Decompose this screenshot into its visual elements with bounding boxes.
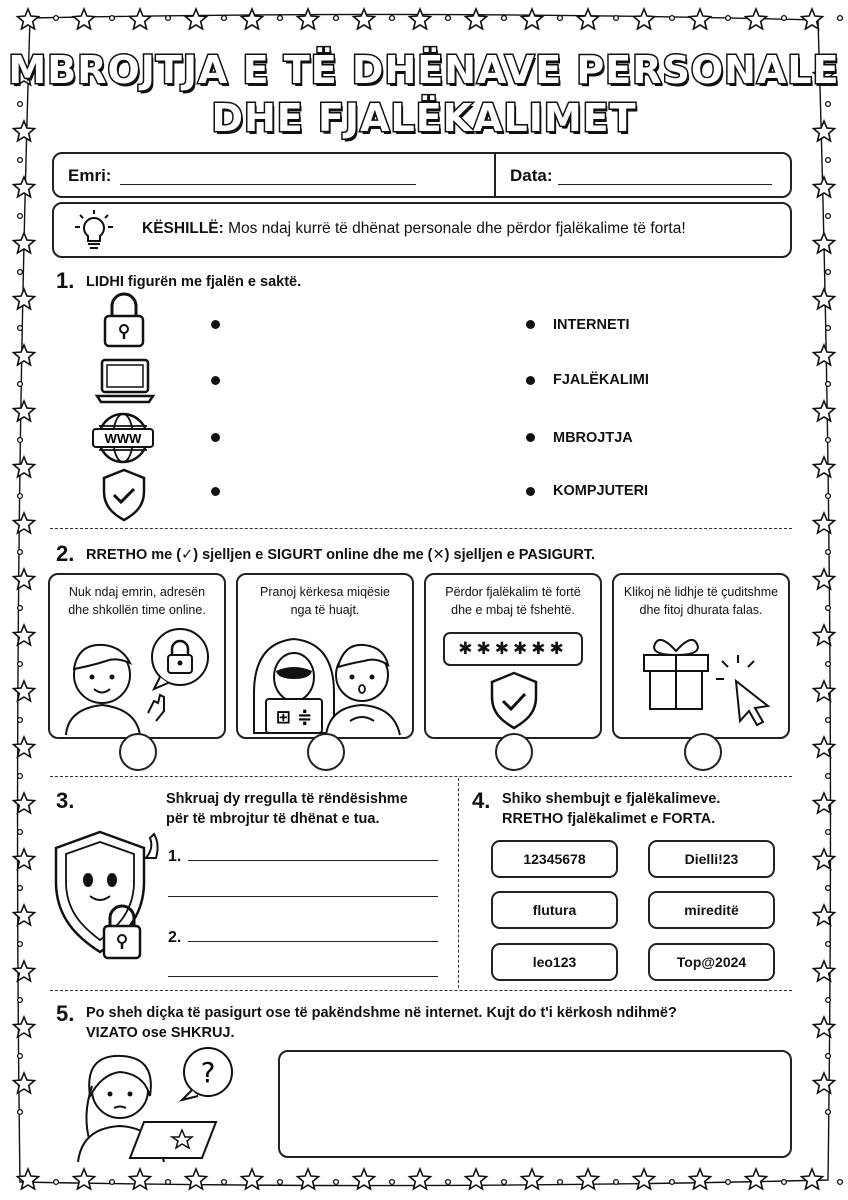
border-star <box>14 457 35 477</box>
tip-box <box>52 202 792 258</box>
border-dot <box>726 16 731 21</box>
q1-right-dot-3[interactable] <box>526 433 535 442</box>
border-star <box>814 401 835 421</box>
border-star <box>814 457 835 477</box>
border-dot <box>54 16 59 21</box>
q1-number: 1. <box>56 268 75 293</box>
q2-card-1-text <box>56 583 218 619</box>
border-star <box>14 1017 35 1037</box>
border-dot <box>18 382 23 387</box>
border-dot <box>826 774 831 779</box>
border-star <box>14 961 35 981</box>
password-option-1[interactable]: 12345678 <box>491 840 618 878</box>
border-dot <box>826 270 831 275</box>
q2-card-3-line1: Përdor fjalëkalim të fortë <box>445 585 581 599</box>
border-dot <box>278 1180 283 1185</box>
border-star <box>298 9 319 29</box>
q1-left-dot-2[interactable] <box>211 376 220 385</box>
q3-answer-line-1a[interactable] <box>188 860 438 861</box>
border-dot <box>826 214 831 219</box>
border-dot <box>826 1110 831 1115</box>
svg-text:WWW: WWW <box>104 431 142 446</box>
border-dot <box>826 998 831 1003</box>
q1-word-3: MBROJTJA <box>553 430 633 446</box>
q2-number: 2. <box>56 541 75 566</box>
shield-mascot-illustration <box>52 828 162 970</box>
border-star <box>814 793 835 813</box>
password-option-6[interactable]: Top@2024 <box>648 943 775 981</box>
q3-item2-number: 2. <box>168 929 182 946</box>
border-star <box>354 9 375 29</box>
page-title-line1: MBROJTJA E TË DHËNAVE PERSONALE <box>8 48 840 92</box>
name-date-box <box>52 152 792 198</box>
border-star <box>578 1169 599 1189</box>
globe-www-icon <box>92 412 154 464</box>
girl-laptop-question-illustration <box>70 1046 230 1164</box>
border-star <box>814 1073 835 1093</box>
q1-instruction: LIDHI figurën me fjalën e saktë. <box>86 274 302 290</box>
border-dot <box>18 718 23 723</box>
border-star <box>814 513 835 533</box>
q2-answer-circle-2[interactable] <box>307 733 345 771</box>
name-label: Emri: <box>68 166 112 185</box>
border-star <box>14 401 35 421</box>
gift-cursor-illustration <box>640 631 770 731</box>
border-star <box>14 681 35 701</box>
date-label: Data: <box>510 166 553 185</box>
border-star <box>242 9 263 29</box>
q5-line1: Po sheh diçka të pasigurt ose të pakëndshme në internet. Kujt do t'i kërkosh ndihmë? <box>86 1005 677 1021</box>
border-star <box>634 1169 655 1189</box>
border-dot <box>826 550 831 555</box>
q5-answer-box[interactable] <box>278 1050 792 1158</box>
date-field[interactable] <box>558 184 772 185</box>
border-dot <box>826 606 831 611</box>
q1-right-dot-2[interactable] <box>526 376 535 385</box>
border-star <box>814 345 835 365</box>
q3-answer-line-2b[interactable] <box>168 976 438 977</box>
q2-answer-circle-3[interactable] <box>495 733 533 771</box>
border-dot <box>18 158 23 163</box>
border-dot <box>826 718 831 723</box>
border-star <box>690 9 711 29</box>
border-star <box>14 513 35 533</box>
border-star <box>14 625 35 645</box>
border-dot <box>826 494 831 499</box>
border-dot <box>502 1180 507 1185</box>
border-dot <box>18 942 23 947</box>
password-option-3[interactable]: flutura <box>491 891 618 929</box>
q1-left-dot-1[interactable] <box>211 320 220 329</box>
q2-card-3 <box>424 573 602 739</box>
q1-right-dot-1[interactable] <box>526 320 535 329</box>
q2-card-4-text <box>620 583 782 619</box>
border-dot <box>18 214 23 219</box>
q3-line1: Shkruaj dy rregulla të rëndësishme <box>166 791 408 807</box>
q2-card-3-text <box>432 583 594 619</box>
border-dot <box>18 550 23 555</box>
border-dot <box>826 942 831 947</box>
name-field[interactable] <box>120 184 416 185</box>
border-dot <box>222 1180 227 1185</box>
border-star <box>14 569 35 589</box>
shield-check-icon <box>488 671 540 731</box>
border-star <box>18 1169 39 1189</box>
border-star <box>74 1169 95 1189</box>
q2-answer-circle-1[interactable] <box>119 733 157 771</box>
border-dot <box>18 438 23 443</box>
border-dot <box>726 1180 731 1185</box>
border-dot <box>838 16 843 21</box>
q1-word-1: INTERNETI <box>553 317 630 333</box>
q5-line2: VIZATO ose SHKRUJ. <box>86 1025 235 1041</box>
border-dot <box>446 16 451 21</box>
border-dot <box>54 1180 59 1185</box>
border-dot <box>826 326 831 331</box>
svg-text:⊞ ≑: ⊞ ≑ <box>275 707 313 728</box>
border-dot <box>670 16 675 21</box>
q2-card-4-line1: Klikoj në lidhje të çuditshme <box>623 585 779 599</box>
border-star <box>578 9 599 29</box>
svg-text:?: ? <box>200 1056 216 1089</box>
border-dot <box>18 830 23 835</box>
tip-text: Mos ndaj kurrë të dhënat personale dhe përdor fjalëkalime të forta! <box>228 220 686 237</box>
border-star <box>814 625 835 645</box>
border-star <box>746 9 767 29</box>
border-star <box>14 849 35 869</box>
border-dot <box>110 16 115 21</box>
border-star <box>802 1169 823 1189</box>
border-dot <box>278 16 283 21</box>
border-star <box>814 289 835 309</box>
border-dot <box>502 16 507 21</box>
border-star <box>814 177 835 197</box>
border-dot <box>18 326 23 331</box>
boy-lock-illustration <box>62 627 212 735</box>
q3-number: 3. <box>56 788 75 813</box>
q4-line2: RRETHO fjalëkalimet e FORTA. <box>502 811 716 827</box>
q3-answer-line-2a[interactable] <box>188 941 438 942</box>
border-dot <box>390 1180 395 1185</box>
tip-label: KËSHILLË: <box>142 220 224 237</box>
q5-number: 5. <box>56 1001 75 1026</box>
border-dot <box>826 382 831 387</box>
q4-number: 4. <box>472 788 491 813</box>
border-star <box>74 9 95 29</box>
border-dot <box>782 16 787 21</box>
border-dot <box>826 438 831 443</box>
border-star <box>14 793 35 813</box>
border-dot <box>166 1180 171 1185</box>
lock-icon <box>102 292 146 348</box>
q1-left-dot-4[interactable] <box>211 487 220 496</box>
border-dot <box>558 16 563 21</box>
border-star <box>522 9 543 29</box>
border-star <box>802 9 823 29</box>
password-option-5[interactable]: leo123 <box>491 943 618 981</box>
border-star <box>14 289 35 309</box>
q3-line2: për të mbrojtur të dhënat e tua. <box>166 811 380 827</box>
divider-3 <box>50 990 792 991</box>
q2-card-1 <box>48 573 226 739</box>
border-dot <box>18 270 23 275</box>
border-star <box>814 849 835 869</box>
q1-left-dot-3[interactable] <box>211 433 220 442</box>
border-dot <box>670 1180 675 1185</box>
border-star <box>814 1017 835 1037</box>
border-dot <box>558 1180 563 1185</box>
border-star <box>690 1169 711 1189</box>
header-separator <box>494 154 496 196</box>
border-star <box>814 681 835 701</box>
q3-q4-vertical-divider <box>458 778 459 988</box>
border-dot <box>18 998 23 1003</box>
border-star <box>14 1073 35 1093</box>
border-dot <box>838 1180 843 1185</box>
password-field-illustration: ✱✱✱✱✱✱ <box>443 632 583 666</box>
border-dot <box>826 1054 831 1059</box>
border-dot <box>446 1180 451 1185</box>
border-dot <box>334 16 339 21</box>
q3-item1-number: 1. <box>168 848 182 865</box>
hacker-boy-illustration <box>246 621 404 735</box>
border-dot <box>18 1054 23 1059</box>
border-star <box>814 961 835 981</box>
laptop-icon <box>96 358 154 406</box>
border-star <box>14 177 35 197</box>
border-dot <box>18 886 23 891</box>
tip-line <box>142 220 686 238</box>
q2-instruction: RRETHO me (✓) sjelljen e SIGURT online dhe me (✕) sjelljen e PASIGURT. <box>86 547 596 563</box>
border-dot <box>826 662 831 667</box>
border-dot <box>18 494 23 499</box>
border-star <box>18 9 39 29</box>
border-dot <box>18 606 23 611</box>
border-dot <box>614 1180 619 1185</box>
q2-card-2-text <box>244 583 406 619</box>
border-star <box>814 569 835 589</box>
q2-card-2-line1: Pranoj kërkesa miqësie <box>260 585 390 599</box>
border-star <box>814 905 835 925</box>
border-star <box>746 1169 767 1189</box>
border-star <box>242 1169 263 1189</box>
border-dot <box>826 886 831 891</box>
border-dot <box>826 158 831 163</box>
q2-card-2-line2: nga të huajt. <box>290 603 360 617</box>
border-star <box>634 9 655 29</box>
border-star <box>130 9 151 29</box>
q2-answer-circle-4[interactable] <box>684 733 722 771</box>
border-dot <box>334 1180 339 1185</box>
border-star <box>522 1169 543 1189</box>
border-star <box>14 737 35 757</box>
border-dot <box>614 16 619 21</box>
password-option-4[interactable]: mireditë <box>648 891 775 929</box>
border-star <box>130 1169 151 1189</box>
q2-card-3-line2: dhe e mbaj të fshehtë. <box>451 603 575 617</box>
q2-card-2 <box>236 573 414 739</box>
border-dot <box>222 16 227 21</box>
border-dot <box>782 1180 787 1185</box>
border-dot <box>18 1110 23 1115</box>
divider-2 <box>50 776 792 777</box>
border-star <box>466 9 487 29</box>
password-option-2[interactable]: Dielli!23 <box>648 840 775 878</box>
lightbulb-icon <box>72 210 116 252</box>
border-dot <box>390 16 395 21</box>
border-star <box>186 9 207 29</box>
border-dot <box>110 1180 115 1185</box>
border-star <box>14 905 35 925</box>
q2-card-1-line2: dhe shkollën time online. <box>68 603 206 617</box>
q2-card-4 <box>612 573 790 739</box>
border-dot <box>18 774 23 779</box>
q2-card-1-line1: Nuk ndaj emrin, adresën <box>68 585 206 599</box>
q3-answer-line-1b[interactable] <box>168 896 438 897</box>
border-dot <box>166 16 171 21</box>
page-title-line2: DHE FJALËKALIMET <box>211 96 637 140</box>
border-star <box>14 345 35 365</box>
q4-line1: Shiko shembujt e fjalëkalimeve. <box>502 791 721 807</box>
q1-right-dot-4[interactable] <box>526 487 535 496</box>
border-star <box>186 1169 207 1189</box>
q1-word-4: KOMPJUTERI <box>553 483 649 499</box>
q1-word-2: FJALËKALIMI <box>553 372 649 388</box>
border-dot <box>18 662 23 667</box>
border-star <box>410 9 431 29</box>
border-star <box>814 737 835 757</box>
divider-1 <box>50 528 792 529</box>
border-dot <box>826 830 831 835</box>
q2-card-4-line2: dhe fitoj dhurata falas. <box>639 603 763 617</box>
shield-check-icon <box>100 468 148 522</box>
